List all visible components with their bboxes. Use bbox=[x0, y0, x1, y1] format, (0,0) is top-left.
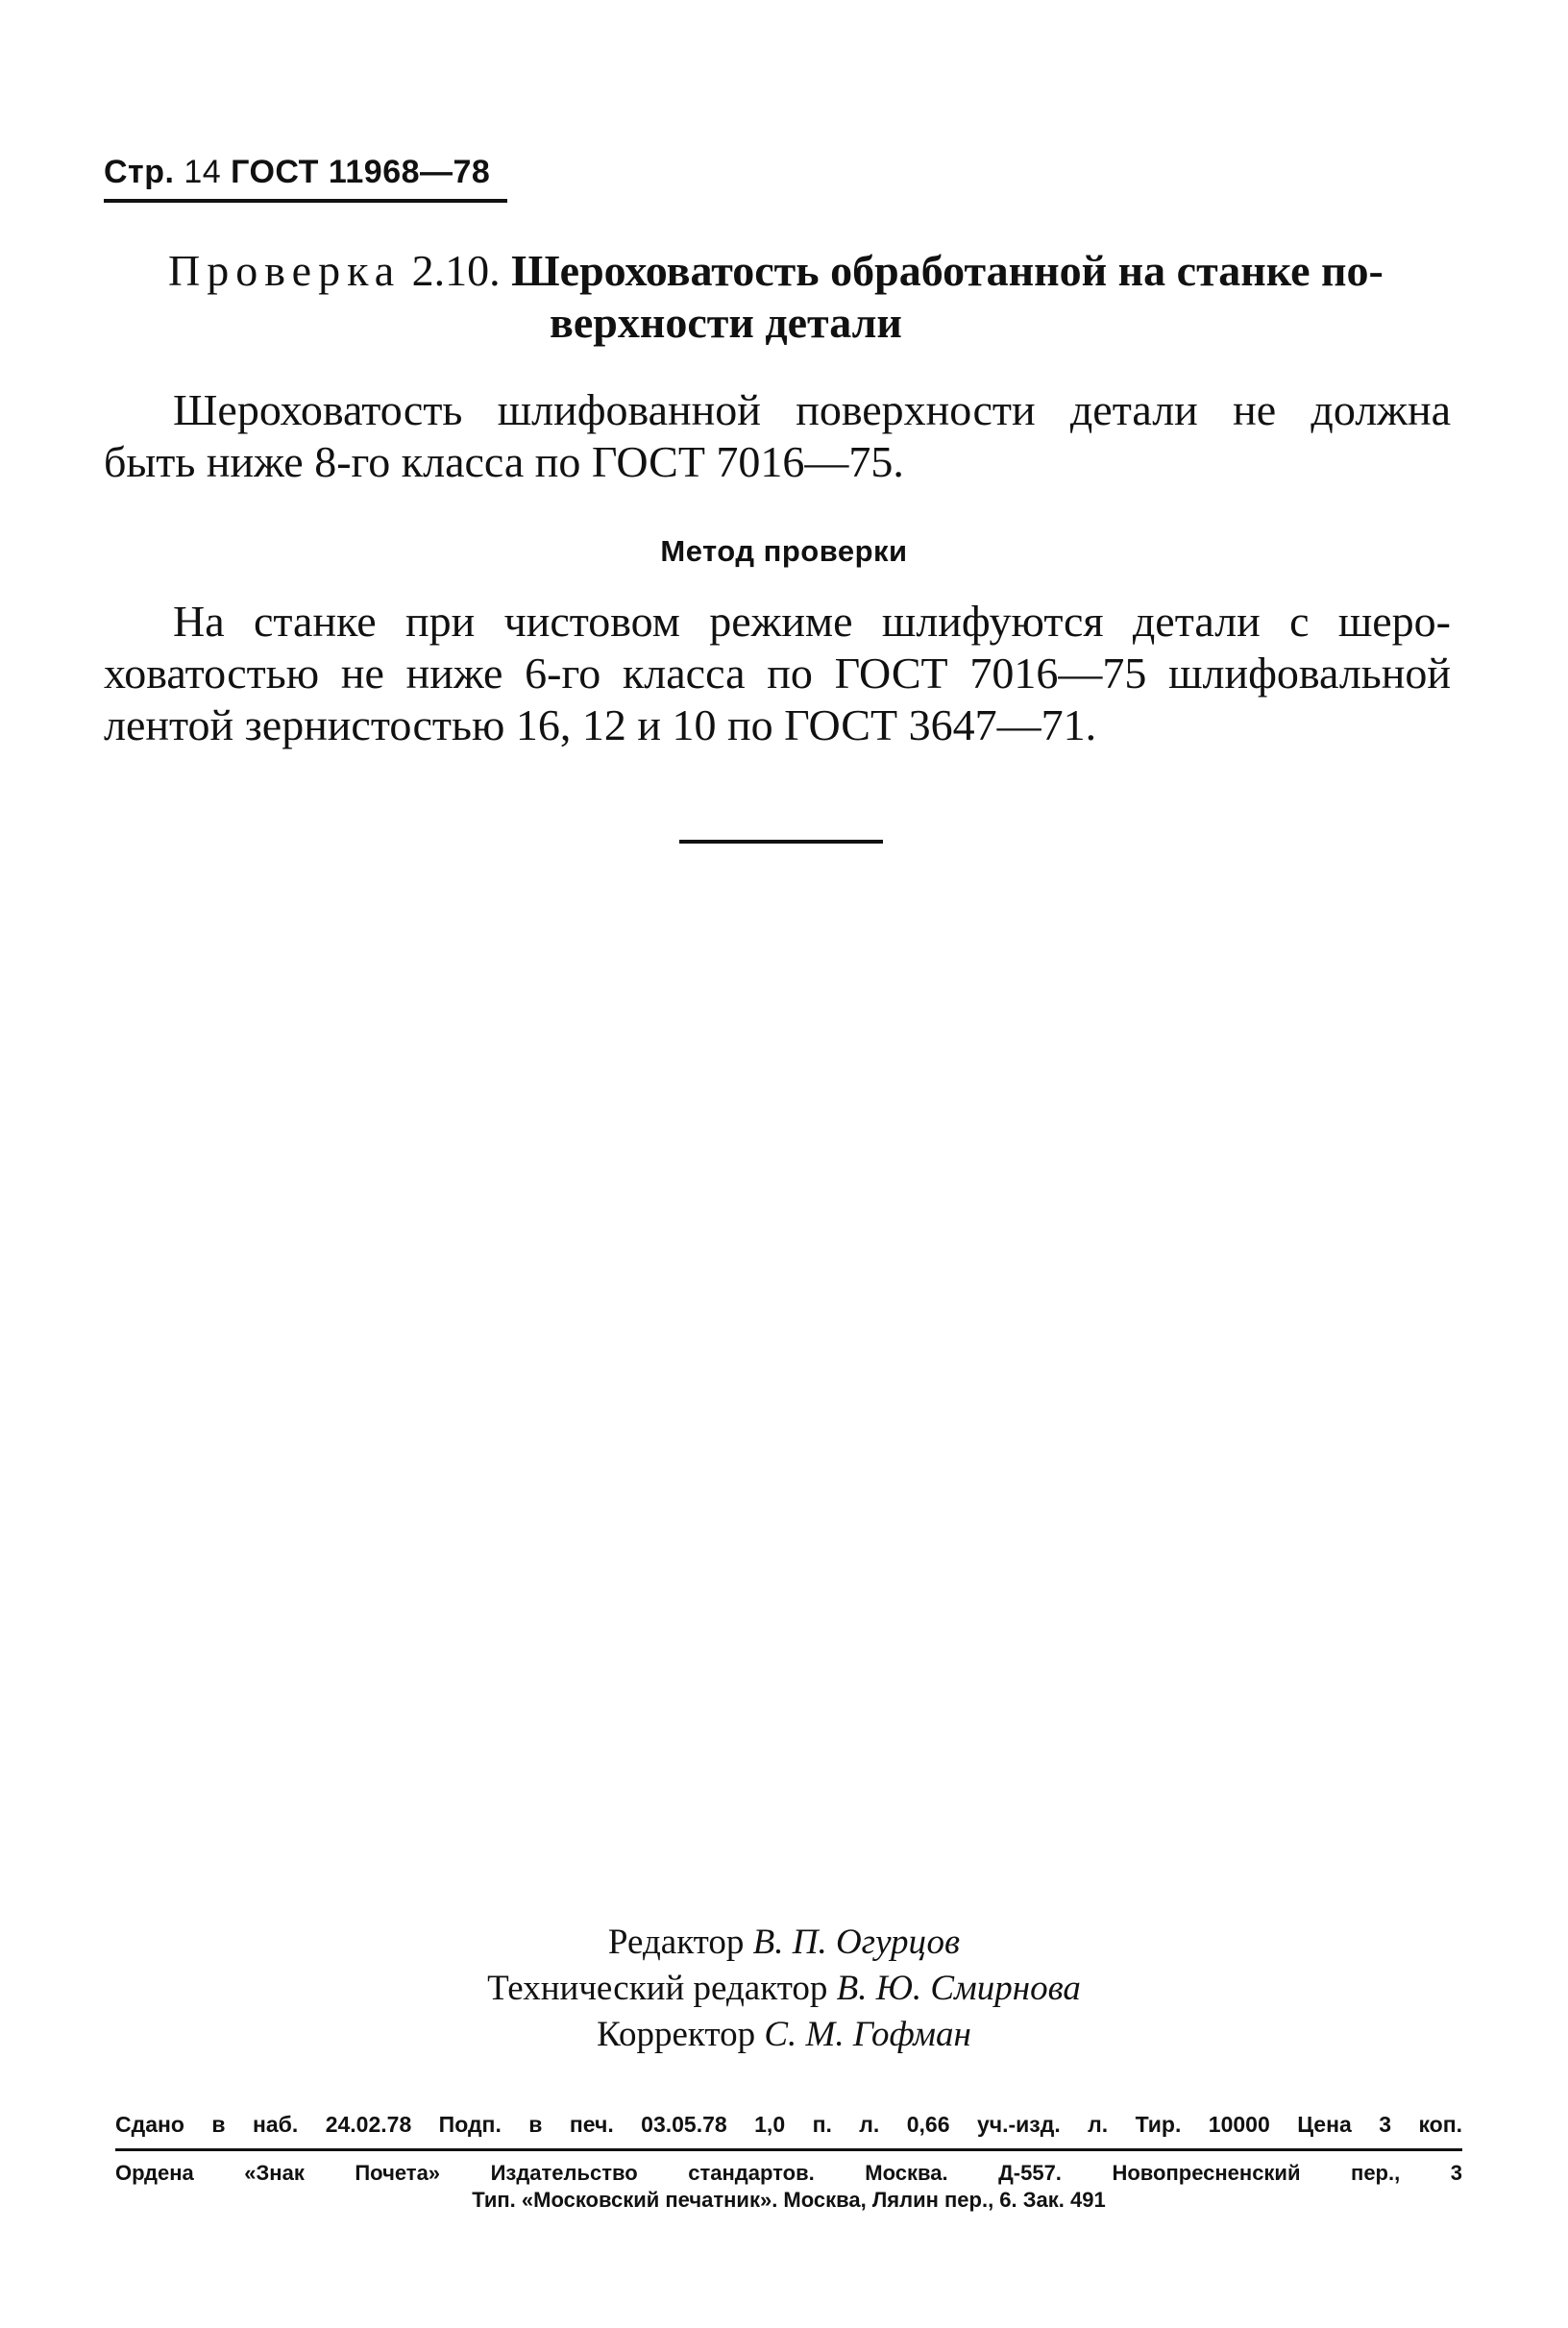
page-header bbox=[104, 154, 507, 203]
credits-block bbox=[0, 1920, 1568, 2058]
requirement-line-2: быть ниже 8-го класса по ГОСТ 7016—75. bbox=[104, 437, 904, 486]
method-line-3: лентой зернистостью 16, 12 и 10 по ГОСТ 3647—71. bbox=[104, 700, 1097, 749]
requirement-paragraph bbox=[104, 384, 1451, 488]
tech-editor-name: В. Ю. Смирнова bbox=[836, 1969, 1081, 2008]
page-label: Стр. bbox=[104, 154, 175, 190]
section-end-rule bbox=[679, 840, 883, 844]
credit-tech-editor bbox=[0, 1966, 1568, 2012]
tech-editor-role: Технический редактор bbox=[487, 1969, 828, 2008]
check-title-line2: верхности детали bbox=[550, 298, 902, 347]
publisher-line-1: Ордена «Знак Почета» Издательство стандартов. Москва. Д-557. Новопресненский пер., 3 bbox=[115, 2161, 1462, 2185]
proofreader-name: С. М. Гофман bbox=[764, 2015, 971, 2054]
method-heading: Метод проверки bbox=[660, 534, 908, 568]
credit-proofreader bbox=[0, 2012, 1568, 2058]
editor-name: В. П. Огурцов bbox=[752, 1923, 961, 1962]
publisher-block bbox=[115, 2160, 1462, 2214]
method-paragraph bbox=[104, 596, 1451, 751]
editor-role: Редактор bbox=[607, 1923, 745, 1962]
check-number: 2.10. bbox=[411, 246, 501, 295]
credit-editor bbox=[0, 1920, 1568, 1966]
page-number: 14 bbox=[184, 154, 222, 190]
check-title-line1: Шероховатость обработанной на станке по- bbox=[511, 246, 1384, 295]
proofreader-role: Корректор bbox=[597, 2015, 756, 2054]
imprint-line: Сдано в наб. 24.02.78 Подп. в печ. 03.05.78 1,0 п. л. 0,66 уч.-изд. л. Тир. 10000 Цена 3 коп. bbox=[115, 2112, 1462, 2137]
standard-code: ГОСТ 11968—78 bbox=[231, 154, 491, 190]
requirement-line-1: Шероховатость шлифованной поверхности детали не должна bbox=[173, 385, 1451, 434]
method-line-2: ховатостью не ниже 6-го класса по ГОСТ 7016—75 шлифовальной bbox=[104, 649, 1451, 698]
check-label: Проверка bbox=[168, 246, 402, 295]
method-line-1: На станке при чистовом режиме шлифуются детали с шеро- bbox=[173, 597, 1451, 646]
publisher-line-2: Тип. «Московский печатник». Москва, Лялин пер., 6. Зак. 491 bbox=[472, 2188, 1106, 2212]
check-heading bbox=[168, 245, 1456, 349]
imprint-rule bbox=[115, 2148, 1462, 2151]
